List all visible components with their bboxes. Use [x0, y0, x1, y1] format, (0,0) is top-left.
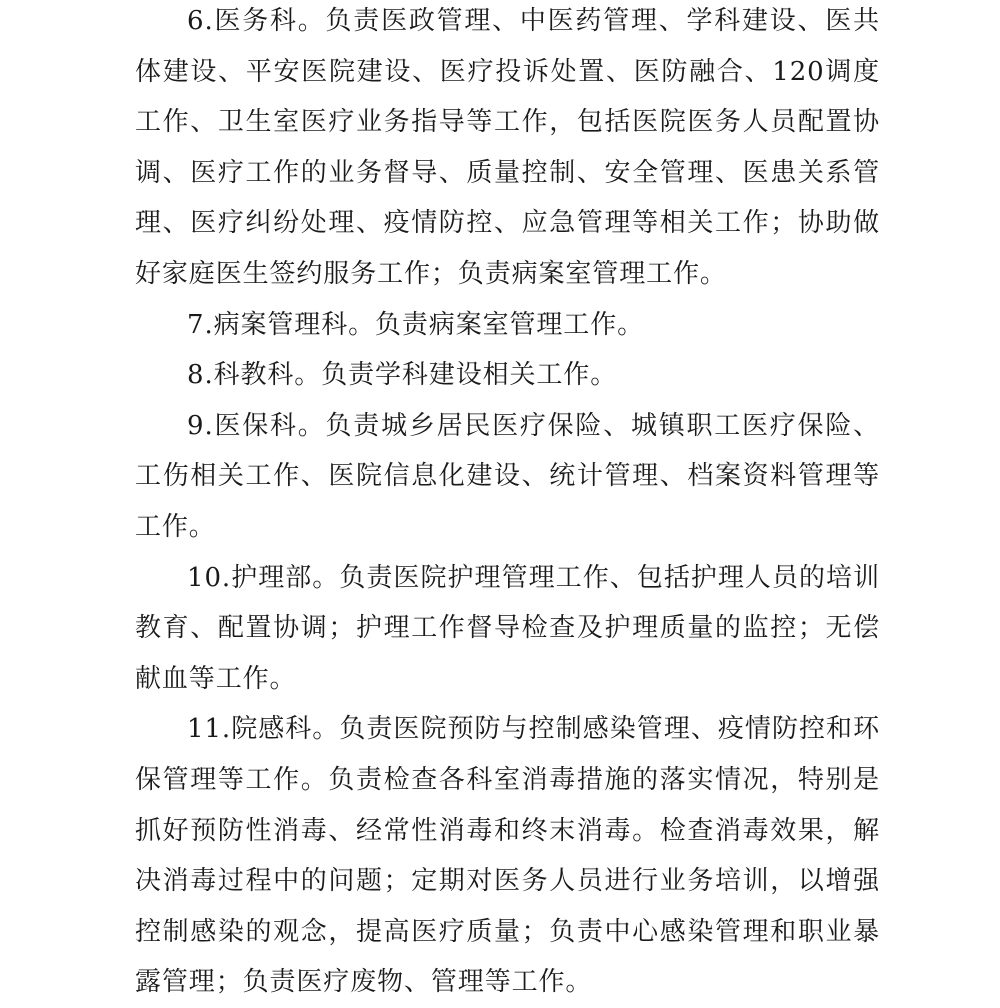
paragraph-medical-affairs: 6.医务科。负责医政管理、中医药管理、学科建设、医共体建设、平安医院建设、医疗投诉处置、医防融合、120调度工作、卫生室医疗业务指导等工作，包括医院医务人员配置协调、医疗工作的业务督导、质量控制、安全管理、医患关系管理、医疗纠纷处理、疫情防控、应急管理等相关工作；协助做好家庭医生签约服务工作；负责病案室管理工作。 [135, 6, 880, 289]
document-body [135, 0, 880, 1008]
paragraph-medical-records: 7.病案管理科。负责病案室管理工作。 [187, 309, 645, 340]
paragraph-nursing: 10.护理部。负责医院护理管理工作、包括护理人员的培训教育、配置协调；护理工作督导检查及护理质量的监控；无偿献血等工作。 [135, 562, 880, 694]
paragraph-infection-control: 11.院感科。负责医院预防与控制感染管理、疫情防控和环保管理等工作。负责检查各科室消毒措施的落实情况，特别是抓好预防性消毒、经常性消毒和终末消毒。检查消毒效果，解决消毒过程中的问题；定期对医务人员进行业务培训，以增强控制感染的观念，提高医疗质量；负责中心感染管理和职业暴露管理；负责医疗废物、管理等工作。 [135, 714, 880, 998]
paragraph-medical-insurance: 9.医保科。负责城乡居民医疗保险、城镇职工医疗保险、工伤相关工作、医院信息化建设、统计管理、档案资料管理等工作。 [135, 410, 880, 542]
paragraph-science-education: 8.科教科。负责学科建设相关工作。 [187, 360, 618, 391]
